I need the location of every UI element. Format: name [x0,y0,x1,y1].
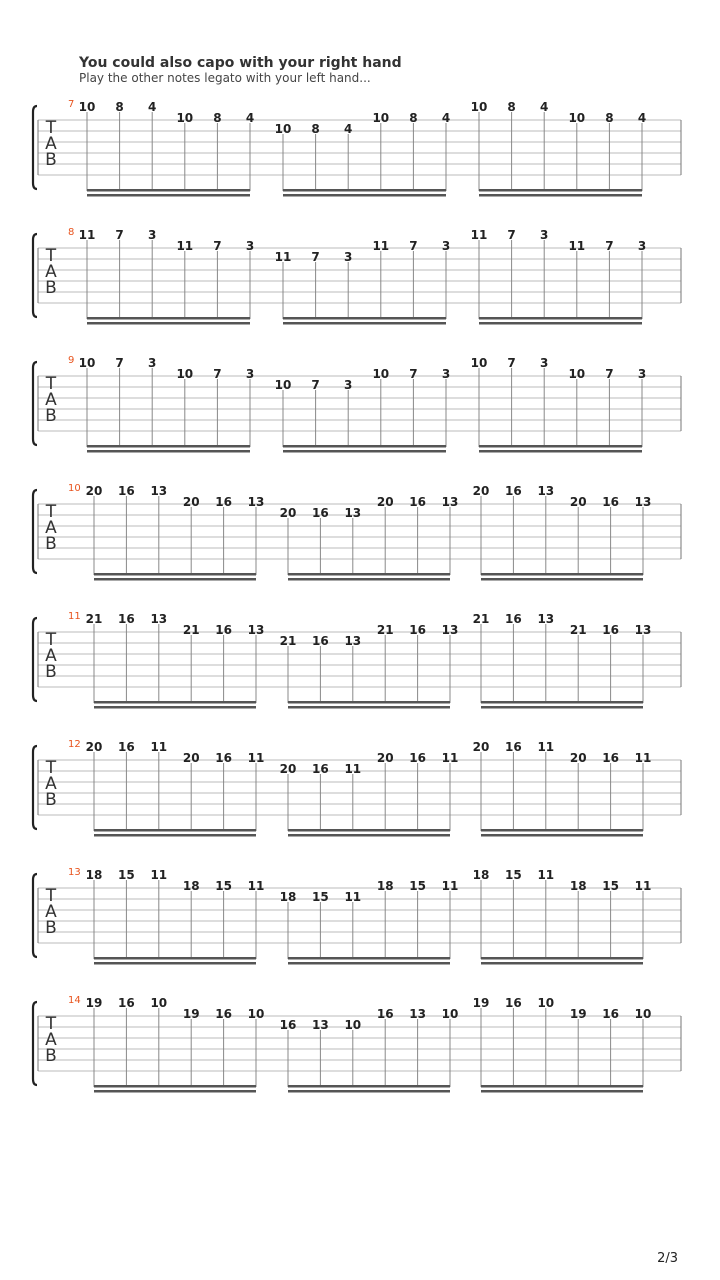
system-bracket [33,1002,37,1085]
fret-number: 13 [344,506,362,520]
tab-clef-letter: T [45,118,57,138]
fret-number: 8 [409,111,418,125]
tab-clef-letter: T [45,502,57,522]
fret-number: 3 [441,367,451,381]
beam-primary [283,317,446,320]
beam-primary [288,829,450,832]
fret-number: 3 [637,367,647,381]
fret-number: 11 [176,239,194,253]
beam-secondary [481,578,643,581]
fret-number: 11 [470,228,488,242]
tab-clef-letter: T [45,758,57,778]
system-bracket [33,746,37,829]
fret-number: 11 [537,740,555,754]
tab-clef-letter: A [45,646,57,666]
beam-primary [94,1085,256,1088]
tab-clef-letter: B [45,406,57,426]
fret-number: 7 [115,356,124,370]
fret-number: 10 [78,356,96,370]
fret-number: 11 [344,890,362,904]
fret-number: 19 [472,996,490,1010]
fret-number: 10 [372,111,390,125]
fret-number: 13 [634,623,652,637]
beam-primary [87,317,250,320]
fret-number: 11 [78,228,96,242]
fret-number: 20 [569,495,587,509]
beam-primary [87,189,250,192]
fret-number: 16 [215,1007,232,1021]
fret-number: 20 [85,740,103,754]
fret-number: 13 [247,495,265,509]
beam-primary [481,573,643,576]
fret-number: 8 [311,122,320,136]
fret-number: 16 [312,762,329,776]
beam-secondary [479,322,642,325]
beam-secondary [288,578,450,581]
fret-number: 10 [441,1007,459,1021]
system-bracket [33,618,37,701]
fret-number: 16 [602,495,619,509]
fret-number: 20 [85,484,103,498]
measure-number: 11 [68,611,81,622]
page-number: 2/3 [657,1251,678,1266]
fret-number: 20 [472,484,490,498]
tab-clef-letter: B [45,278,57,298]
tab-clef-letter: T [45,630,57,650]
fret-number: 3 [148,356,157,370]
fret-number: 10 [150,996,168,1010]
fret-number: 21 [376,623,394,637]
tab-clef-letter: A [45,902,57,922]
fret-number: 7 [213,239,222,253]
fret-number: 13 [537,612,555,626]
tab-clef-letter: B [45,790,57,810]
fret-number: 3 [344,378,353,392]
fret-number: 7 [311,378,320,392]
fret-number: 16 [118,484,135,498]
fret-number: 3 [540,228,549,242]
fret-number: 10 [568,111,586,125]
fret-number: 21 [182,623,200,637]
fret-number: 16 [602,751,619,765]
beam-primary [94,829,256,832]
tab-clef-letter: T [45,246,57,266]
measure-number: 14 [68,995,81,1006]
fret-number: 3 [245,367,255,381]
beam-primary [479,445,642,448]
fret-number: 3 [344,250,353,264]
beam-primary [481,1085,643,1088]
fret-number: 16 [312,634,329,648]
fret-number: 18 [472,868,490,882]
fret-number: 7 [311,250,320,264]
fret-number: 13 [344,634,362,648]
fret-number: 11 [247,751,265,765]
fret-number: 8 [507,100,516,114]
score-subtitle: Play the other notes legato with your left hand... [79,71,371,85]
fret-number: 13 [409,1007,426,1021]
fret-number: 20 [472,740,490,754]
tab-clef-letter: A [45,1030,57,1050]
fret-number: 16 [279,1018,297,1032]
fret-number: 8 [115,100,124,114]
fret-number: 13 [441,623,459,637]
system-bracket [33,362,37,445]
beam-secondary [283,322,446,325]
fret-number: 4 [344,122,353,136]
fret-number: 10 [274,122,292,136]
fret-number: 3 [540,356,549,370]
fret-number: 7 [409,239,418,253]
beam-primary [288,701,450,704]
fret-number: 11 [274,250,292,264]
fret-number: 3 [148,228,157,242]
beam-primary [288,573,450,576]
tab-clef-letter: T [45,374,57,394]
tab-clef-letter: B [45,662,57,682]
fret-number: 10 [176,111,194,125]
fret-number: 16 [602,1007,619,1021]
beam-secondary [94,706,256,709]
fret-number: 8 [213,111,222,125]
fret-number: 20 [182,495,200,509]
beam-secondary [481,962,643,965]
beam-primary [479,317,642,320]
fret-number: 16 [118,996,135,1010]
fret-number: 10 [372,367,390,381]
fret-number: 11 [634,879,652,893]
system-bracket [33,234,37,317]
beam-secondary [94,578,256,581]
beam-primary [94,957,256,960]
beam-primary [288,957,450,960]
fret-number: 11 [537,868,555,882]
beam-primary [283,445,446,448]
beam-secondary [87,322,250,325]
fret-number: 10 [247,1007,265,1021]
tab-clef-letter: B [45,918,57,938]
fret-number: 16 [118,740,135,754]
measure-number: 8 [68,227,75,238]
beam-secondary [94,834,256,837]
fret-number: 11 [441,879,459,893]
tab-clef-letter: B [45,150,57,170]
beam-primary [288,1085,450,1088]
system-bracket [33,874,37,957]
fret-number: 7 [115,228,124,242]
measure-number: 7 [68,99,75,110]
measure-number: 12 [68,739,81,750]
fret-number: 15 [312,890,329,904]
fret-number: 21 [472,612,490,626]
beam-secondary [479,194,642,197]
fret-number: 18 [182,879,200,893]
fret-number: 11 [634,751,652,765]
fret-number: 11 [344,762,362,776]
beam-primary [283,189,446,192]
beam-primary [481,829,643,832]
tab-clef-letter: T [45,1014,57,1034]
beam-secondary [283,194,446,197]
beam-primary [87,445,250,448]
fret-number: 19 [85,996,103,1010]
fret-number: 13 [312,1018,329,1032]
fret-number: 20 [279,762,297,776]
beam-secondary [288,1090,450,1093]
fret-number: 7 [409,367,418,381]
beam-secondary [479,450,642,453]
beam-secondary [87,450,250,453]
fret-number: 13 [441,495,459,509]
tab-clef-letter: A [45,774,57,794]
tab-clef-letter: A [45,134,57,154]
fret-number: 21 [279,634,297,648]
beam-primary [481,701,643,704]
fret-number: 7 [605,239,614,253]
fret-number: 4 [540,100,549,114]
fret-number: 18 [569,879,587,893]
fret-number: 16 [602,623,619,637]
fret-number: 10 [274,378,292,392]
beam-secondary [288,706,450,709]
fret-number: 7 [507,356,516,370]
fret-number: 3 [441,239,451,253]
fret-number: 16 [505,484,522,498]
fret-number: 18 [376,879,394,893]
fret-number: 18 [279,890,297,904]
fret-number: 13 [150,612,168,626]
beam-secondary [94,962,256,965]
fret-number: 4 [441,111,451,125]
fret-number: 18 [85,868,103,882]
fret-number: 16 [118,612,135,626]
fret-number: 20 [376,495,394,509]
fret-number: 10 [470,356,488,370]
fret-number: 10 [176,367,194,381]
beam-secondary [288,834,450,837]
fret-number: 10 [634,1007,652,1021]
fret-number: 19 [569,1007,587,1021]
fret-number: 16 [505,612,522,626]
fret-number: 10 [344,1018,362,1032]
tab-clef-letter: B [45,1046,57,1066]
tab-clef-letter: A [45,262,57,282]
fret-number: 20 [182,751,200,765]
fret-number: 20 [279,506,297,520]
tab-clef-letter: T [45,886,57,906]
fret-number: 13 [247,623,265,637]
fret-number: 3 [245,239,255,253]
fret-number: 13 [634,495,652,509]
fret-number: 16 [215,495,232,509]
beam-primary [94,573,256,576]
system-bracket [33,490,37,573]
fret-number: 16 [376,1007,394,1021]
fret-number: 15 [602,879,619,893]
tab-clef-letter: A [45,518,57,538]
beam-secondary [288,962,450,965]
measure-number: 13 [68,867,81,878]
fret-number: 8 [605,111,614,125]
fret-number: 11 [150,868,168,882]
fret-number: 15 [215,879,232,893]
beam-primary [481,957,643,960]
fret-number: 20 [376,751,394,765]
fret-number: 10 [470,100,488,114]
fret-number: 13 [150,484,168,498]
fret-number: 7 [213,367,222,381]
beam-secondary [481,834,643,837]
beam-secondary [94,1090,256,1093]
measure-number: 10 [68,483,81,494]
beam-secondary [87,194,250,197]
fret-number: 16 [409,623,426,637]
beam-secondary [283,450,446,453]
tab-clef-letter: B [45,534,57,554]
fret-number: 15 [409,879,426,893]
fret-number: 10 [537,996,555,1010]
fret-number: 21 [85,612,103,626]
fret-number: 7 [507,228,516,242]
fret-number: 16 [505,740,522,754]
fret-number: 11 [441,751,459,765]
fret-number: 11 [150,740,168,754]
measure-number: 9 [68,355,75,366]
fret-number: 21 [569,623,587,637]
fret-number: 11 [247,879,265,893]
fret-number: 11 [568,239,586,253]
fret-number: 13 [537,484,555,498]
fret-number: 3 [637,239,647,253]
fret-number: 10 [78,100,96,114]
fret-number: 4 [148,100,157,114]
fret-number: 4 [637,111,647,125]
fret-number: 10 [568,367,586,381]
fret-number: 4 [245,111,255,125]
beam-primary [479,189,642,192]
fret-number: 16 [215,623,232,637]
beam-secondary [481,1090,643,1093]
fret-number: 16 [409,495,426,509]
fret-number: 15 [505,868,522,882]
tab-clef-letter: A [45,390,57,410]
system-bracket [33,106,37,189]
fret-number: 11 [372,239,390,253]
fret-number: 16 [409,751,426,765]
beam-primary [94,701,256,704]
fret-number: 16 [312,506,329,520]
fret-number: 15 [118,868,135,882]
score-title: You could also capo with your right hand [79,55,402,71]
fret-number: 16 [505,996,522,1010]
fret-number: 20 [569,751,587,765]
fret-number: 7 [605,367,614,381]
fret-number: 19 [182,1007,200,1021]
fret-number: 16 [215,751,232,765]
beam-secondary [481,706,643,709]
